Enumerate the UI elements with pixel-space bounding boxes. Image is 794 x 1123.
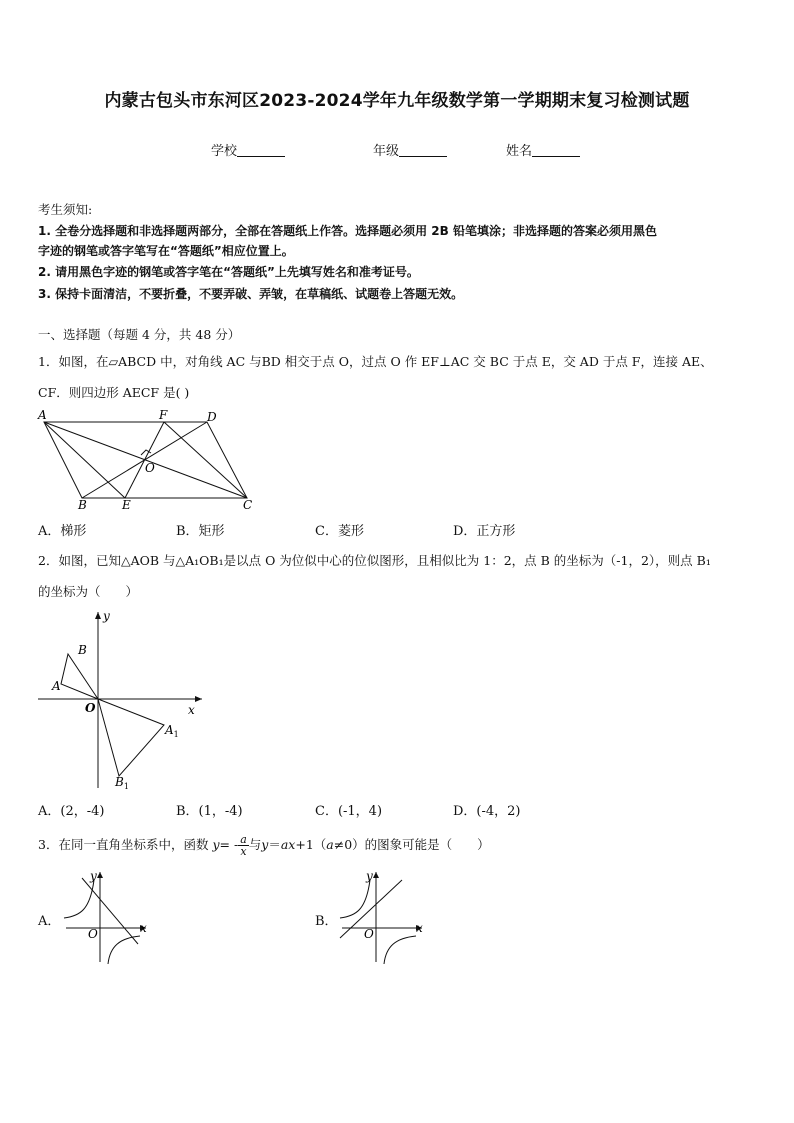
q3a-label-y: y [90,869,97,883]
q2-option-c[interactable]: C．(-1，4) [315,804,383,819]
q2-label-b1 [114,775,129,791]
q2-text-line2: 的坐标为（ ） [38,584,139,599]
notice-heading: 考生须知: [38,202,93,217]
q1-text-line1: 1．如图，在▱ABCD 中，对角线 AC 与BD 相交于点 O，过点 O 作 EF⊥AC 交 BC 于点 E，交 AD 于点 F，连接 AE、 [38,354,713,369]
q3-middle: 与 [248,837,262,852]
school-blank[interactable] [237,144,285,157]
notice-item-3: 3. 保持卡面清洁，不要折叠，不要弄破、弄皱，在草稿纸、试题卷上答题无效。 [38,287,464,301]
q3-y1: y [212,837,220,852]
q3-text [38,834,490,857]
grade-blank[interactable] [399,144,447,157]
q2-coordinate-figure [34,606,214,796]
q1-label-b: B [78,498,87,512]
q2-label-a: A [52,679,61,693]
q2-label-x: x [188,703,195,717]
notice-item-1-cont: 字迹的钢笔或答字笔写在“答题纸”相应位置上。 [38,244,294,258]
q2-option-a[interactable]: A．(2，-4) [38,804,105,819]
q1-label-d: D [207,410,217,424]
q3-condition: ≠0）的图象可能是（ ） [333,837,490,852]
q3a-label-o: O [88,927,98,941]
name-field [506,140,580,159]
q3b-label-x: x [416,921,423,935]
q1-parallelogram-figure [34,405,264,515]
page-title: 内蒙古包头市东河区2023-2024学年九年级数学第一学期期末复习检测试题 [104,91,690,111]
q2-label-o: O [85,701,96,715]
q3-option-b-graph[interactable] [336,866,431,966]
q1-label-f: F [159,408,168,422]
q2-label-b: B [78,643,87,657]
q1-option-b[interactable]: B．矩形 [176,524,225,539]
q2-label-y: y [103,609,110,623]
q3-rest: +1（ [295,837,327,852]
q2-option-b[interactable]: B．(1，-4) [176,804,243,819]
q1-option-a[interactable]: A．梯形 [38,524,87,539]
school-field [211,140,285,159]
q3-option-a-label[interactable]: A． [38,914,61,929]
q1-option-c[interactable]: C．菱形 [315,524,364,539]
q2-label-a1-sub: 1 [173,730,179,739]
grade-field [373,140,447,159]
q3-option-b-label[interactable]: B． [315,914,338,929]
q1-option-d[interactable]: D．正方形 [453,524,516,539]
q3-frac-num: a [240,833,247,846]
q3-option-a-graph[interactable] [60,866,155,966]
q3b-label-y: y [366,869,373,883]
q3-frac-den: x [240,845,247,858]
notice-item-2: 2. 请用黑色字迹的钢笔或答字笔在“答题纸”上先填写姓名和准考证号。 [38,265,419,279]
q2-label-b1-letter: B [115,775,124,789]
notice-item-1: 1. 全卷分选择题和非选择题两部分，全部在答题纸上作答。选择题必须用 2B 铅笔填涂；非选择题的答案必须用黑色 [38,224,657,238]
q3b-label-o: O [364,927,374,941]
q2-label-b1-sub: 1 [123,782,129,791]
q3-ax: ax [280,837,296,852]
q2-option-d[interactable]: D．(-4，2) [453,804,521,819]
q2-text-line1: 2．如图，已知△AOB 与△A₁OB₁是以点 O 为位似中心的位似图形，且相似比为 1：2，点 B 的坐标为（-1，2），则点 B₁ [38,553,711,568]
name-label: 姓名 [506,144,533,159]
school-label: 学校 [211,144,238,159]
q1-label-c: C [243,498,253,512]
q1-label-a: A [38,408,47,422]
q3-prefix: 3．在同一直角坐标系中，函数 [38,837,209,852]
q1-label-o: O [145,461,155,475]
section-heading: 一、选择题（每题 4 分，共 48 分） [38,327,241,342]
q3-y2: y [261,837,269,852]
q2-label-a1-letter: A [165,723,174,737]
q2-label-a1 [164,723,179,739]
q3a-label-x: x [140,921,147,935]
q1-label-e: E [122,498,131,512]
q3-eq-sign: = - [219,837,239,852]
q1-text-line2: CF．则四边形 AECF 是( ) [38,385,190,400]
grade-label: 年级 [373,144,400,159]
q3-linear-eq: ＝ [268,837,281,852]
q3-fraction [238,834,249,857]
q3-a: a [326,837,334,852]
name-blank[interactable] [532,144,580,157]
